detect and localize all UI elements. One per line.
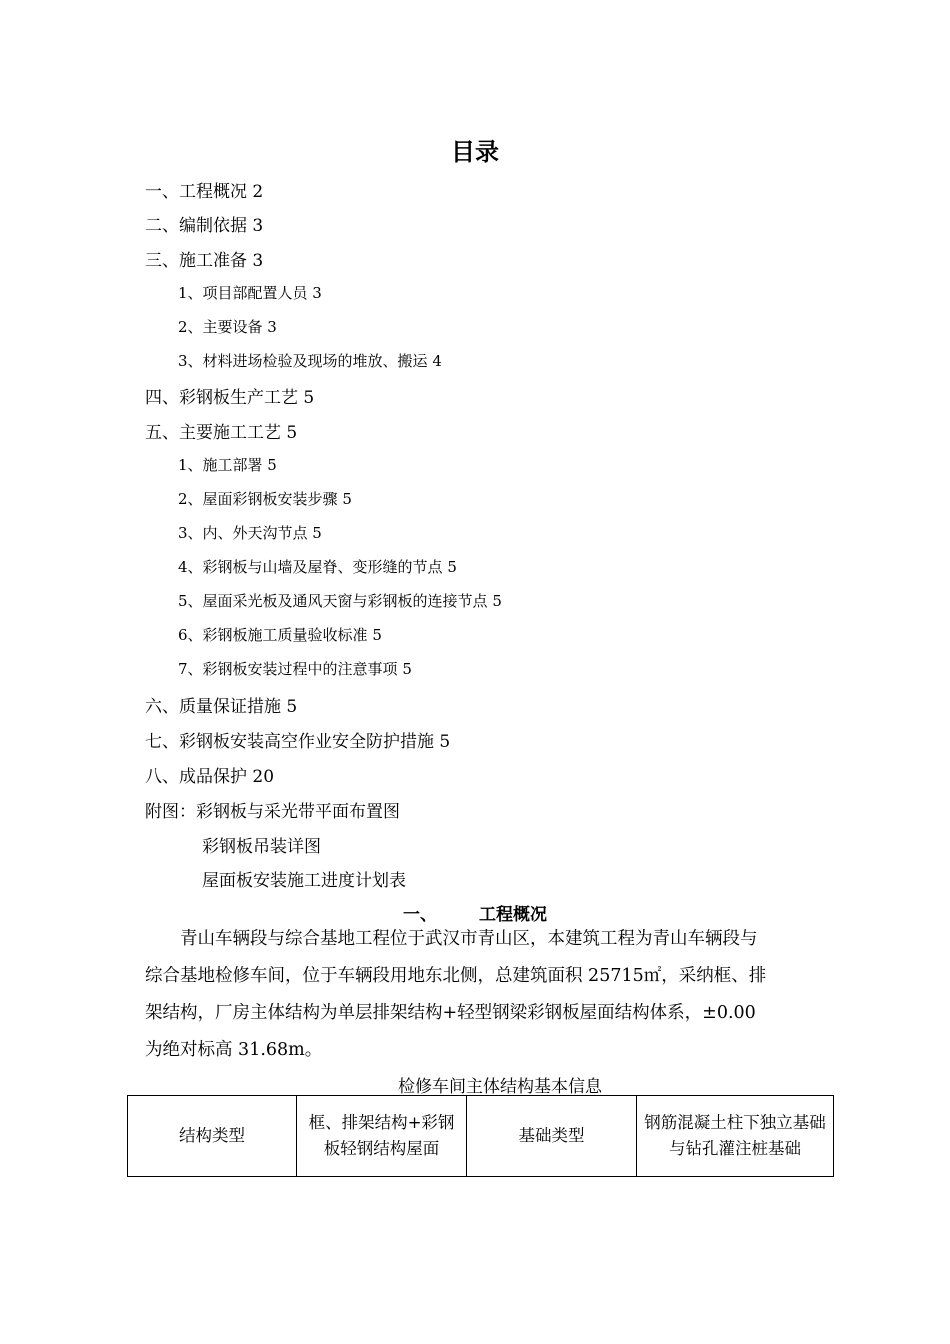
structure-info-table <box>127 1095 834 1177</box>
section-title: 工程概况 <box>479 905 547 925</box>
toc-item[interactable]: 三、施工准备 3 <box>145 251 264 271</box>
toc-appendix: 屋面板安装施工进度计划表 <box>202 871 406 891</box>
toc-subitem[interactable]: 4、彩钢板与山墙及屋脊、变形缝的节点 5 <box>178 558 457 576</box>
toc-subitem[interactable]: 5、屋面采光板及通风天窗与彩钢板的连接节点 5 <box>178 592 502 610</box>
toc-title: 目录 <box>451 138 499 166</box>
toc-appendix: 彩钢板吊装详图 <box>202 837 321 857</box>
toc-subitem[interactable]: 3、内、外天沟节点 5 <box>178 524 322 542</box>
table-cell: 基础类型 <box>467 1096 637 1177</box>
toc-item[interactable]: 一、工程概况 2 <box>145 182 264 202</box>
paragraph-line: 综合基地检修车间，位于车辆段用地东北侧，总建筑面积 25715㎡，采纳框、排 <box>145 966 767 986</box>
paragraph-line: 青山车辆段与综合基地工程位于武汉市青山区，本建筑工程为青山车辆段与 <box>180 929 758 949</box>
toc-subitem[interactable]: 2、主要设备 3 <box>178 318 277 336</box>
toc-subitem[interactable]: 1、施工部署 5 <box>178 456 277 474</box>
toc-subitem[interactable]: 6、彩钢板施工质量验收标准 5 <box>178 626 382 644</box>
toc-subitem[interactable]: 3、材料进场检验及现场的堆放、搬运 4 <box>178 352 442 370</box>
toc-subitem[interactable]: 1、项目部配置人员 3 <box>178 284 322 302</box>
toc-item[interactable]: 七、彩钢板安装高空作业安全防护措施 5 <box>145 732 451 752</box>
section-heading <box>0 900 950 925</box>
section-number: 一、 <box>403 905 437 925</box>
toc-item[interactable]: 六、质量保证措施 5 <box>145 697 298 717</box>
table-cell: 结构类型 <box>128 1096 297 1177</box>
toc-item[interactable]: 八、成品保护 20 <box>145 767 275 787</box>
toc-subitem[interactable]: 2、屋面彩钢板安装步骤 5 <box>178 490 352 508</box>
toc-item[interactable]: 四、彩钢板生产工艺 5 <box>145 388 315 408</box>
toc-item[interactable]: 二、编制依据 3 <box>145 216 264 236</box>
paragraph-line: 为绝对标高 31.68m。 <box>145 1040 323 1060</box>
table-cell: 钢筋混凝土柱下独立基础与钻孔灌注桩基础 <box>637 1096 834 1177</box>
toc-subitem[interactable]: 7、彩钢板安装过程中的注意事项 5 <box>178 660 412 678</box>
table-caption: 检修车间主体结构基本信息 <box>398 1077 602 1097</box>
table-cell: 框、排架结构+彩钢板轻钢结构屋面 <box>297 1096 467 1177</box>
paragraph-line: 架结构，厂房主体结构为单层排架结构+轻型钢梁彩钢板屋面结构体系，±0.00 <box>145 1003 756 1023</box>
toc-item[interactable]: 五、主要施工工艺 5 <box>145 423 298 443</box>
toc-appendix: 附图：彩钢板与采光带平面布置图 <box>145 802 400 822</box>
table-row <box>128 1096 834 1177</box>
